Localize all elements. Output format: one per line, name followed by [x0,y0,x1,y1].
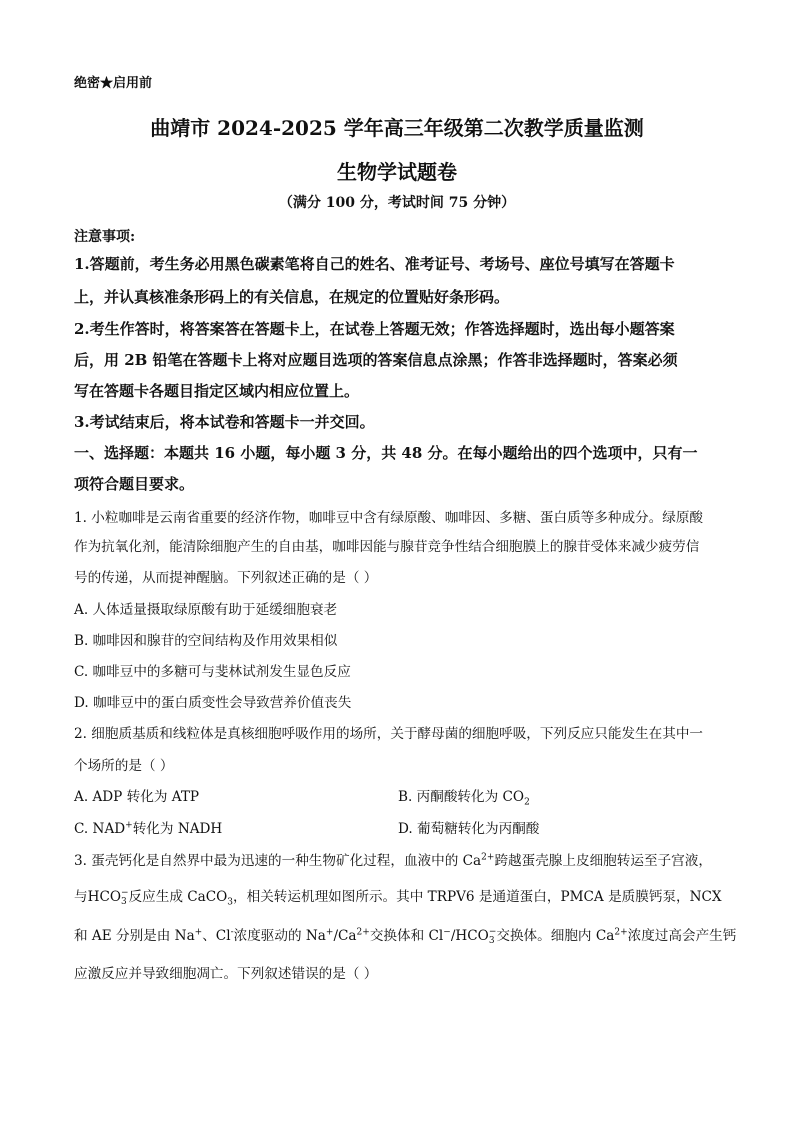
notice-line: 2.考生作答时，将答案答在答题卡上，在试卷上答题无效；作答选择题时，选出每小题答案 [74,320,675,338]
question-2-option-a: A. ADP 转化为 ATP [74,789,200,805]
question-1-option-c: C. 咖啡豆中的多糖可与斐林试剂发生显色反应 [74,664,351,680]
question-2-stem: 2. 细胞质基质和线粒体是真核细胞呼吸作用的场所，关于酵母菌的细胞呼吸，下列反应只能发生在其中一 [74,726,704,742]
question-1-option-d: D. 咖啡豆中的蛋白质变性会导致营养价值丧失 [74,695,352,711]
question-2-stem: 个场所的是（ ） [74,758,174,774]
stem-text: 浓度驱动的 Na [233,928,326,944]
superscript: 2+ [614,927,628,938]
confidential-label: 绝密★启用前 [74,76,153,91]
question-3-stem [74,924,736,946]
section-heading: 一、选择题：本题共 16 小题，每小题 3 分，共 48 分。在每小题给出的四个选项中，只有一 [74,444,698,462]
question-1-stem: 作为抗氧化剂，能清除细胞产生的自由基，咖啡因能与腺苷竞争性结合细胞膜上的腺苷受体来减少疲劳信 [74,539,700,555]
question-2-option-c [74,817,222,837]
section-heading: 项符合题目要求。 [74,475,195,493]
stem-text: 浓度过高会产生钙 [627,928,737,944]
option-text: C. NAD [74,821,126,837]
question-2-option-b [398,785,530,808]
notice-line: 3.考试结束后，将本试卷和答题卡一并交回。 [74,413,375,431]
stem-text: 跨越蛋壳腺上皮细胞转运至子宫液， [494,853,712,869]
question-3-stem [74,885,722,908]
notice-line: 上，并认真核准条形码上的有关信息，在规定的位置贴好条形码。 [74,288,510,306]
superscript: + [125,820,133,831]
superscript: 2+ [356,927,370,938]
question-1-option-b: B. 咖啡因和腺苷的空间结构及作用效果相似 [74,633,338,649]
question-1-stem: 号的传递，从而提神醒脑。下列叙述正确的是（ ） [74,570,378,586]
subscript: 3 [121,896,127,907]
superscript: − [121,887,129,898]
stem-text: /HCO [450,928,489,944]
superscript: + [325,927,334,938]
question-1-option-a: A. 人体适量摄取绿原酸有助于延缓细胞衰老 [74,602,338,618]
exam-title: 曲靖市 2024-2025 学年高三年级第二次教学质量监测 [150,116,644,140]
stem-text: 交换体和 Cl [369,928,444,944]
stem-text: 与HCO [74,889,121,905]
question-1-stem: 1. 小粒咖啡是云南省重要的经济作物，咖啡豆中含有绿原酸、咖啡因、多糖、蛋白质等多种成分。绿原酸 [74,510,704,526]
exam-subtitle: 生物学试题卷 [337,160,457,184]
question-2-option-d: D. 葡萄糖转化为丙酮酸 [398,821,540,837]
stem-text: 交换体。细胞内 Ca [496,928,615,944]
stem-text: 和 AE 分别是由 Na [74,928,195,944]
superscript: - [230,927,234,938]
stem-text: /Ca [333,928,357,944]
notice-line: 写在答题卡各题目指定区域内相应位置上。 [74,382,360,400]
notice-heading: 注意事项: [74,229,136,245]
stem-text: 反应生成 CaCO [128,889,228,905]
option-text: 转化为 NADH [132,821,223,837]
superscript: − [488,926,497,937]
stem-text: 、Cl [202,928,231,944]
superscript: 2+ [481,852,495,863]
superscript: + [194,927,203,938]
notice-line: 后，用 2B 铅笔在答题卡上将对应题目选项的答案信息点涂黑；作答非选择题时，答案必须 [74,351,678,369]
subscript: 2 [524,797,530,808]
notice-line: 1.答题前，考生务必用黑色碳素笔将自己的姓名、准考证号、考场号、座位号填写在答题卡 [74,255,675,273]
stem-text: ，相关转运机理如图所示。其中 TRPV6 是通道蛋白，PMCA 是质膜钙泵，NCX [233,889,722,905]
option-text: B. 丙酮酸转化为 CO [398,789,525,805]
question-3-stem [74,849,712,869]
question-3-stem: 应激反应并导致细胞凋亡。下列叙述错误的是（ ） [74,966,378,982]
subscript: 3 [488,935,495,946]
score-time-note: （满分 100 分，考试时间 75 分钟） [278,195,516,211]
superscript: − [443,927,451,938]
stem-text: 3. 蛋壳钙化是自然界中最为迅速的一种生物矿化过程，血液中的 Ca [74,853,482,869]
subscript: 3 [227,897,234,908]
